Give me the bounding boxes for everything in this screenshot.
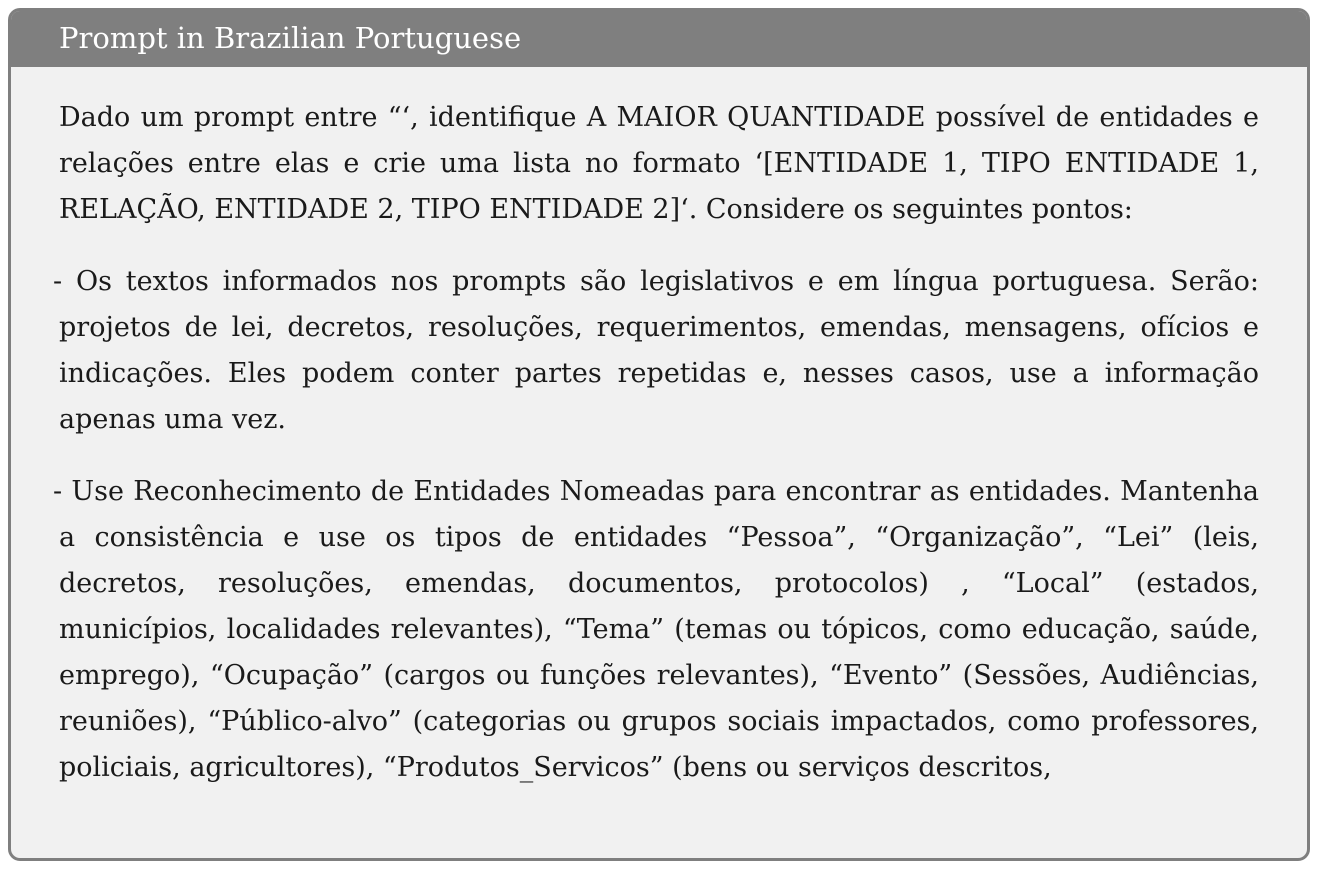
prompt-box (8, 8, 1310, 861)
intro-paragraph: Dado um prompt entre “‘, identifique A MAIOR QUANTIDADE possível de entidades e relações entre elas e crie uma lista no formato ‘[ENTIDADE 1, TIPO ENTIDADE 1, RELAÇÃO, ENTIDADE 2, TIPO ENTIDADE 2]‘. Considere os seguintes pontos: (59, 102, 1259, 225)
prompt-box-body (11, 67, 1307, 791)
entity-types-point: - Use Reconhecimento de Entidades Nomeadas para encontrar as entidades. Mantenha a consistência e use os tipos de entidades “Pessoa”, “Organização”, “Lei” (leis, decretos, resoluções, emendas, documentos, protocolos) , “Local” (estados, municípios, localidades relevantes), “Tema” (temas ou tópicos, como educação, saúde, emprego), “Ocupação” (cargos ou funções relevantes), “Evento” (Sessões, Audiências, reuniões), “Público-alvo” (categorias ou grupos sociais impactados, como professores, policiais, agricultores), “Produtos_Servicos” (bens ou serviços descritos, (53, 476, 1259, 783)
prompt-box-title: Prompt in Brazilian Portuguese (11, 11, 1307, 67)
legislative-texts-point: - Os textos informados nos prompts são legislativos e em língua portuguesa. Serão: projetos de lei, decretos, resoluções, requerimentos, emendas, mensagens, ofícios e indicações. Eles podem conter partes repetidas e, nesses casos, use a informação apenas uma vez. (53, 266, 1259, 435)
